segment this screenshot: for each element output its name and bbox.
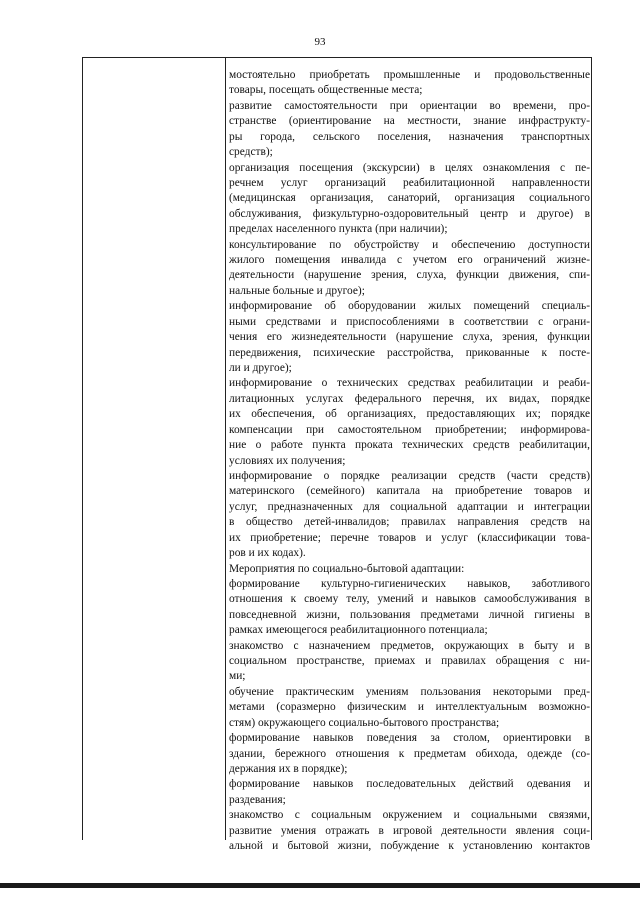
text-line: ными средствами и приспособлениями в соответствии с ограни-: [229, 315, 590, 328]
text-line: рамках имеющегося реабилитационного потенциала;: [229, 624, 488, 637]
text-line: речнем услуг организаций реабилитационной направленности: [229, 176, 590, 189]
text-line: информирование об оборудовании жилых помещений специаль-: [229, 300, 590, 313]
text-line: знакомство с социальным окружением и социальными связями,: [229, 809, 590, 822]
text-line: нальные больные и другое);: [229, 284, 365, 297]
text-line: литационных услугах федерального перечня, их видах, порядке: [229, 392, 590, 405]
text-line: Мероприятия по социально-бытовой адаптации:: [229, 562, 465, 575]
text-line: раздевания;: [229, 793, 286, 806]
text-line: их обеспечения, об организациях, предоставляющих их; порядке: [229, 408, 590, 421]
text-line: стям) окружающего социально-бытового пространства;: [229, 716, 500, 729]
text-line: (медицинская организация, санаторий, организация социального: [229, 192, 590, 205]
text-line: альной и бытовой жизни, побуждение к установлению контактов: [229, 840, 590, 853]
text-line: пределах населенного пункта (при наличии);: [229, 223, 448, 236]
text-line: ли и другое);: [229, 362, 292, 375]
text-line: обучение практическим умениям пользования некоторыми пред-: [229, 685, 590, 698]
text-line: ми;: [229, 670, 246, 683]
table-text-column: [226, 58, 592, 853]
text-line: держания их в порядке);: [229, 762, 348, 775]
text-line: деятельности (нарушение зрения, слуха, функции движения, спи-: [229, 269, 590, 282]
text-line: компенсации при самостоятельном приобретении; информирова-: [229, 423, 590, 436]
text-line: чения его жизнедеятельности (нарушение слуха, зрения, функции: [229, 331, 590, 344]
text-line: в общество детей-инвалидов; правилах направления средств на: [229, 516, 590, 529]
text-line: ров и их кодах).: [229, 547, 306, 560]
text-line: ры города, сельского поселения, назначения транспортных: [229, 130, 590, 143]
text-line: обслуживания, физкультурно-оздоровительный центр и другое) в: [229, 207, 590, 220]
text-line: странстве (ориентирование на местности, знание инфраструкту-: [229, 115, 590, 128]
text-line: формирование навыков последовательных действий одевания и: [229, 778, 590, 791]
text-line: передвижения, психические расстройства, прикованные к посте-: [229, 346, 590, 359]
content-table: [82, 57, 592, 853]
page-number: 93: [314, 36, 326, 48]
text-line: информирование о порядке реализации средств (части средств): [229, 469, 590, 482]
text-line: повседневной жизни, пользования предметами личной гигиены в: [229, 608, 590, 621]
text-line: ние о работе пункта проката технических средств реабилитации,: [229, 439, 590, 452]
bottom-scan-border: [0, 883, 640, 888]
text-line: формирование навыков поведения за столом, ориентировки в: [229, 732, 590, 745]
text-line: развитие умения отражать в игровой деятельности явления соци-: [229, 824, 590, 837]
text-line: отношения к своему телу, умений и навыков самообслуживания в: [229, 593, 590, 606]
text-line: материнского (семейного) капитала на приобретение товаров и: [229, 485, 590, 498]
text-line: услуг, предназначенных для социальной адаптации и интеграции: [229, 500, 590, 513]
text-line: средств);: [229, 146, 273, 159]
text-line: знакомство с назначением предметов, окружающих в быту и в: [229, 639, 590, 652]
text-line: здании, бережного отношения к предметам обихода, одежде (со-: [229, 747, 590, 760]
text-line: информирование о технических средствах реабилитации и реаби-: [229, 377, 590, 390]
text-line: метами (соразмерно физическим и интеллектуальным возможно-: [229, 701, 590, 714]
text-line: товары, посещать общественные места;: [229, 84, 423, 97]
text-line: их приобретение; перечне товаров и услуг (классификации това-: [229, 531, 590, 544]
text-line: условиях их получения;: [229, 454, 346, 467]
text-line: мостоятельно приобретать промышленные и продовольственные: [229, 69, 590, 81]
text-line: консультирование по обустройству и обеспечению доступности: [229, 238, 590, 251]
table-left-column: [83, 58, 226, 840]
text-line: развитие самостоятельности при ориентации во времени, про-: [229, 99, 590, 112]
text-line: жилого помещения инвалида с учетом его ограничений жизне-: [229, 254, 590, 267]
text-line: социальном пространстве, приемах и правилах обращения с ни-: [229, 655, 590, 668]
text-line: организация посещения (экскурсии) в целях ознакомления с пе-: [229, 161, 590, 174]
text-line: формирование культурно-гигиенических навыков, заботливого: [229, 577, 590, 590]
